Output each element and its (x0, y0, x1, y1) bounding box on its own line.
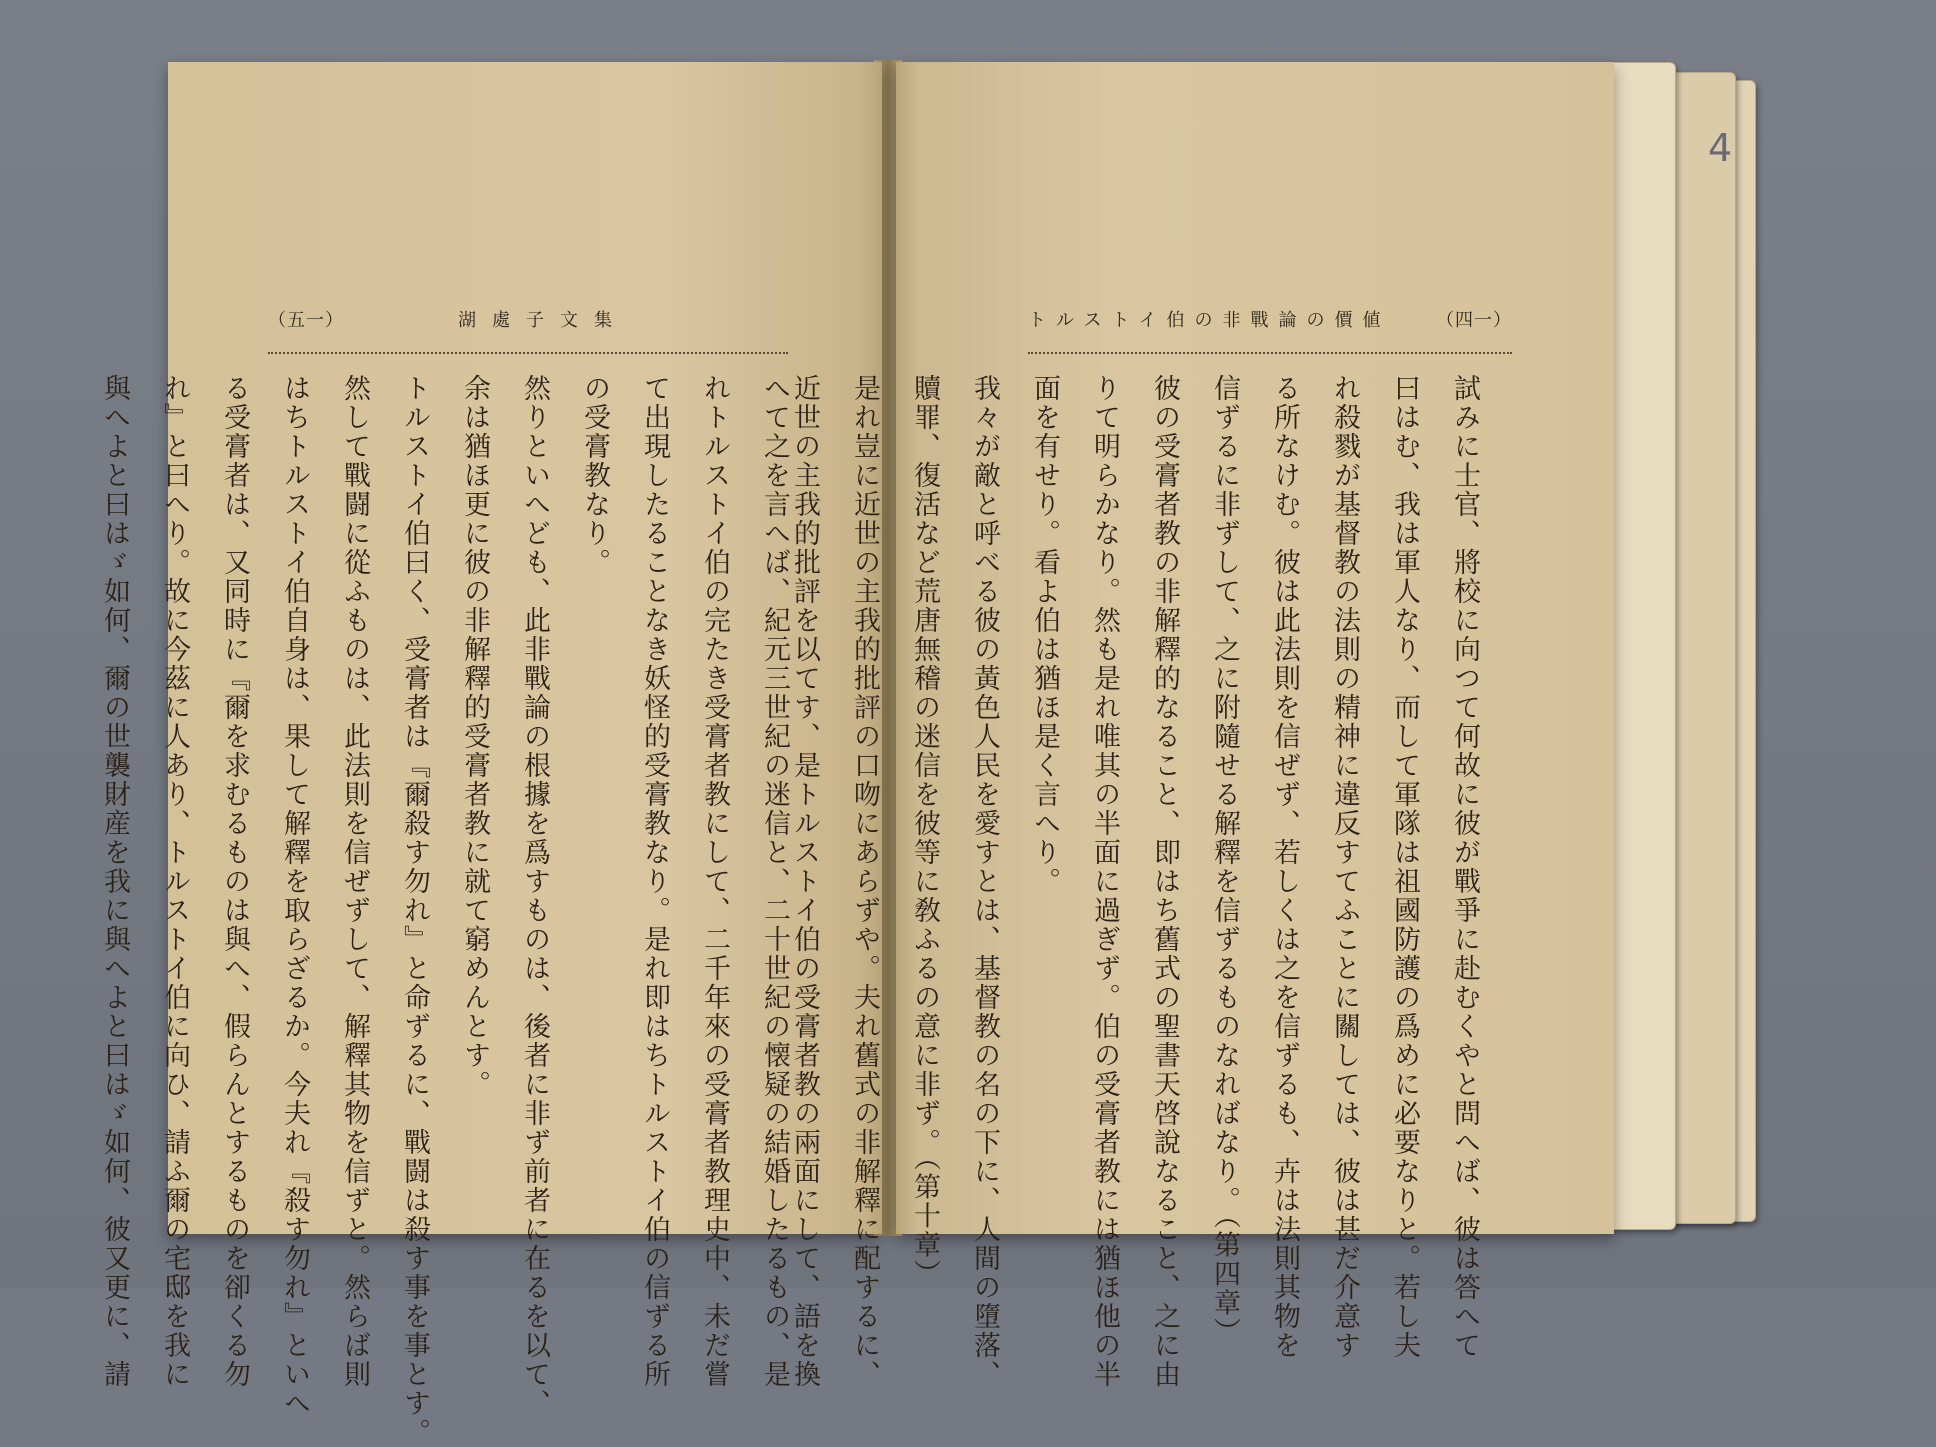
text-line: 曰はむ、我は軍人なり、而して軍隊は祖國防護の爲めに必要なりと。若し夫 (1389, 374, 1420, 1360)
text-line: て出現したることなき妖怪的受膏教なり。是れ即はちトルストイ伯の信ずる所 (639, 374, 670, 1389)
text-line: はちトルストイ伯自身は、果して解釋を取らざるか。今夫れ『殺す勿れ』といへ (279, 374, 310, 1418)
text-line: れ』と曰へり。故に今茲に人あり、トルストイ伯に向ひ、請ふ爾の宅邸を我に (159, 374, 190, 1389)
right-page-number: （四一） (1436, 310, 1512, 331)
header-rule (268, 352, 788, 354)
left-page-text (99, 374, 804, 1447)
text-line: 是れ豈に近世の主我的批評の口吻にあらずや。夫れ舊式の非解釋に配するに、 (849, 374, 880, 1389)
text-line: 我々が敵と呼べる彼の黃色人民を愛すとは、基督教の名の下に、人間の墮落、 (969, 374, 1000, 1389)
text-line: る受膏者は、又同時に『爾を求むるものは與へ、假らんとするものを卻くる勿 (219, 374, 250, 1389)
text-line: トルストイ伯曰く、受膏者は『爾殺す勿れ』と命ずるに、戰闘は殺す事を事とす。 (399, 374, 430, 1447)
text-line: る所なけむ。彼は此法則を信ぜず、若しくは之を信ずるも、卉は法則其物を (1269, 374, 1300, 1360)
right-page-text (789, 374, 1494, 1389)
right-page-header (1028, 294, 1512, 354)
text-line: へて之を言へば、紀元三世紀の迷信と、二十世紀の懐疑の結婚したるもの、是 (759, 374, 790, 1389)
text-line: 然りといへども、此非戰論の根據を爲すものは、後者に非ず前者に在るを以て、 (519, 374, 550, 1418)
text-line: りて明らかなり。然も是れ唯其の半面に過ぎず。伯の受膏者教には猶ほ他の半 (1089, 374, 1120, 1389)
text-line: 贖罪、復活など荒唐無稽の迷信を彼等に敎ふるの意に非ず。（第十章） (909, 374, 940, 1289)
right-page (789, 62, 1614, 1389)
left-page-number: （五一） (268, 310, 344, 331)
text-line: 余は猶ほ更に彼の非解釋的受膏者教に就て窮めんとす。 (459, 374, 490, 1099)
text-line: れ殺戮が基督教の法則の精神に違反すてふことに關しては、彼は甚だ介意す (1329, 374, 1360, 1360)
text-line: の受膏教なり。 (579, 374, 610, 577)
margin-handwritten-number: 4 (1708, 126, 1733, 170)
header-rule (1028, 352, 1512, 354)
text-line: 與へよと曰はゞ如何、爾の世襲財産を我に與へよと曰はゞ如何、彼又更に、請 (99, 374, 130, 1389)
text-line: れトルストイ伯の完たき受膏者教にして、二千年來の受膏者教理史中、未だ嘗 (699, 374, 730, 1389)
text-line: 面を有せり。看よ伯は猶ほ是く言へり。 (1029, 374, 1060, 896)
text-line: 然して戰闘に從ふものは、此法則を信ぜずして、解釋其物を信ずと。然らば則 (339, 374, 370, 1389)
text-line: 試みに士官、將校に向つて何故に彼が戰爭に赴むくやと問へば、彼は答へて (1449, 374, 1480, 1360)
left-page-header (268, 294, 788, 354)
left-running-title: 湖處子文集 (458, 310, 628, 331)
text-line: 近世の主我的批評を以てす、是トルストイ伯の受膏者教の兩面にして、語を換 (789, 374, 820, 1389)
text-line: 彼の受膏者教の非解釋的なること、即はち舊式の聖書天啓說なること、之に由 (1149, 374, 1180, 1389)
right-running-title: トルストイ伯の非戰論の價値 (1028, 310, 1391, 331)
text-line: 信ずるに非ずして、之に附隨せる解釋を信ずるものなればなり。（第四章） (1209, 374, 1240, 1347)
